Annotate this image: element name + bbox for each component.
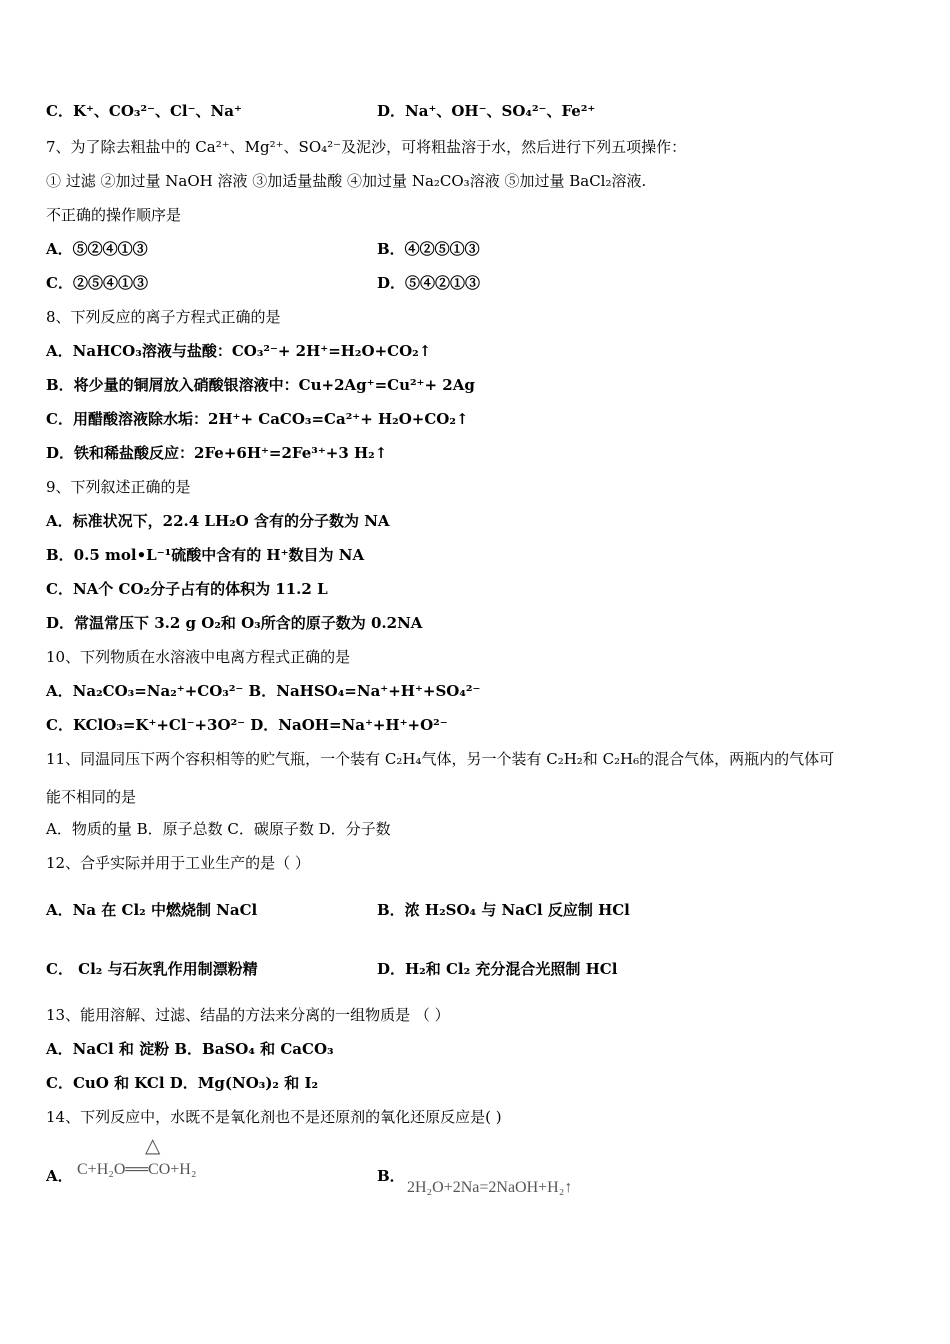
q7-operations: ① 过滤 ②加过量 NaOH 溶液 ③加适量盐酸 ④加过量 Na₂CO₃溶液 ⑤加过量 BaCl₂溶液. <box>46 172 647 190</box>
q8-option-c: C．用醋酸溶液除水垢：2H⁺+ CaCO₃=Ca²⁺+ H₂O+CO₂↑ <box>46 410 469 428</box>
q14-option-a-equation: C+H₂O══CO+H₂ <box>77 1161 197 1178</box>
q13-options-cd: C．CuO 和 KCl D．Mg(NO₃)₂ 和 I₂ <box>46 1074 319 1092</box>
heat-condition-icon: △ <box>145 1135 161 1157</box>
q9-option-a: A．标准状况下，22.4 LH₂O 含有的分子数为 NA <box>46 512 390 530</box>
q9-option-b: B．0.5 mol•L⁻¹硫酸中含有的 H⁺数目为 NA <box>46 546 365 564</box>
q7-option-d: D．⑤④②①③ <box>377 274 481 292</box>
q14-option-b-label: B． <box>377 1167 405 1185</box>
q12-option-d: D．H₂和 Cl₂ 充分混合光照制 HCl <box>377 960 618 978</box>
q12-option-b: B．浓 H₂SO₄ 与 NaCl 反应制 HCl <box>377 901 630 919</box>
q11-options: A．物质的量 B．原子总数 C．碳原子数 D．分子数 <box>46 820 391 838</box>
q12-option-a: A．Na 在 Cl₂ 中燃烧制 NaCl <box>46 901 258 919</box>
q9-option-c: C．NA个 CO₂分子占有的体积为 11.2 L <box>46 580 328 598</box>
q8-option-b: B．将少量的铜屑放入硝酸银溶液中：Cu+2Ag⁺=Cu²⁺+ 2Ag <box>46 376 475 394</box>
q7-option-c: C．②⑤④①③ <box>46 274 148 292</box>
q9-stem: 9、下列叙述正确的是 <box>46 478 191 496</box>
q14-option-a-label: A． <box>46 1167 73 1185</box>
q14-stem: 14、下列反应中，水既不是氧化剂也不是还原剂的氧化还原反应是( ) <box>46 1108 502 1126</box>
q11-stem-line1: 11、同温同压下两个容积相等的贮气瓶，一个装有 C₂H₄气体，另一个装有 C₂H₂和 C₂H₆的混合气体，两瓶内的气体可 <box>46 750 835 768</box>
q8-option-d: D．铁和稀盐酸反应：2Fe+6H⁺=2Fe³⁺+3 H₂↑ <box>46 444 388 462</box>
q7-stem: 7、为了除去粗盐中的 Ca²⁺、Mg²⁺、SO₄²⁻及泥沙，可将粗盐溶于水，然后进行下列五项操作： <box>46 138 687 156</box>
q13-stem: 13、能用溶解、过滤、结晶的方法来分离的一组物质是 （ ） <box>46 1006 450 1024</box>
q10-options-cd: C．KClO₃=K⁺+Cl⁻+3O²⁻ D．NaOH=Na⁺+H⁺+O²⁻ <box>46 716 448 734</box>
q10-options-ab: A．Na₂CO₃=Na₂⁺+CO₃²⁻ B．NaHSO₄=Na⁺+H⁺+SO₄²⁻ <box>46 682 481 700</box>
q9-option-d: D．常温常压下 3.2 g O₂和 O₃所含的原子数为 0.2NA <box>46 614 423 632</box>
q6-option-c: C．K⁺、CO₃²⁻、Cl⁻、Na⁺ <box>46 102 242 120</box>
q12-option-c: C． Cl₂ 与石灰乳作用制漂粉精 <box>46 960 258 978</box>
q7-question: 不正确的操作顺序是 <box>46 206 182 224</box>
q12-stem: 12、合乎实际并用于工业生产的是（ ） <box>46 854 310 872</box>
q8-option-a: A．NaHCO₃溶液与盐酸：CO₃²⁻+ 2H⁺=H₂O+CO₂↑ <box>46 342 432 360</box>
q10-stem: 10、下列物质在水溶液中电离方程式正确的是 <box>46 648 351 666</box>
q11-stem-line2: 能不相同的是 <box>46 788 137 806</box>
q7-option-b: B．④②⑤①③ <box>377 240 480 258</box>
q6-option-d: D．Na⁺、OH⁻、SO₄²⁻、Fe²⁺ <box>377 102 596 120</box>
q8-stem: 8、下列反应的离子方程式正确的是 <box>46 308 281 326</box>
q14-option-b-equation: 2H₂O+2Na=2NaOH+H₂↑ <box>407 1179 573 1196</box>
q13-options-ab: A．NaCl 和 淀粉 B．BaSO₄ 和 CaCO₃ <box>46 1040 334 1058</box>
q7-option-a: A．⑤②④①③ <box>46 240 148 258</box>
